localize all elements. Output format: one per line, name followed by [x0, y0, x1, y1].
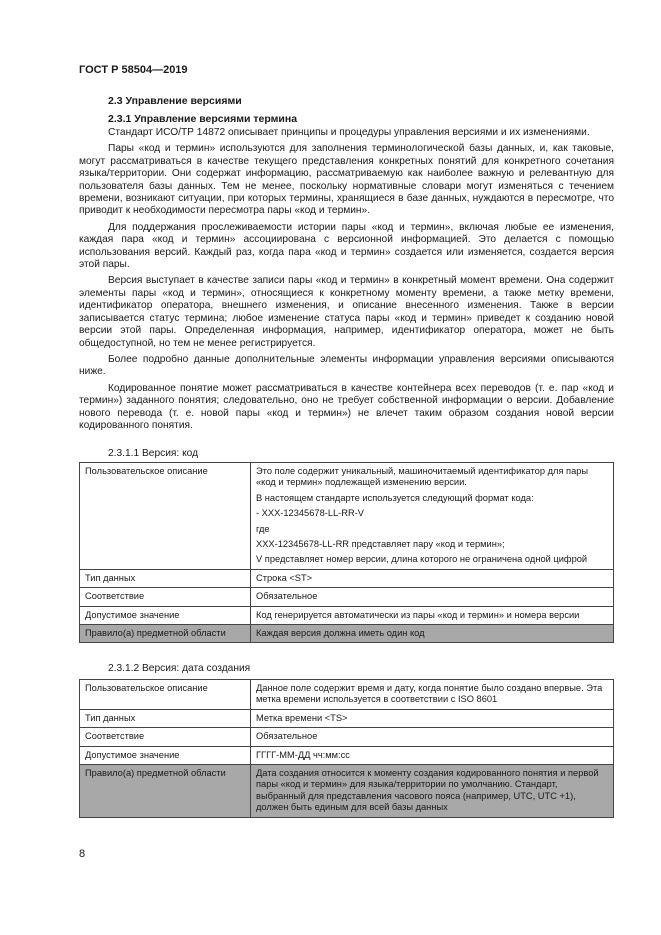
row-value — [251, 463, 614, 570]
cell-line: XXX-12345678-LL-RR представляет пару «код и термин»; — [256, 539, 505, 550]
page-number: 8 — [79, 848, 86, 860]
cell-line: V представляет номер версии, длина которого не ограничена одной цифрой — [256, 554, 588, 565]
row-key: Правило(а) предметной области — [80, 625, 251, 643]
row-value: Обязательное — [251, 728, 614, 746]
section-title: 2.3 Управление версиями — [108, 95, 242, 107]
cell-line: - XXX-12345678-LL-RR-V — [256, 508, 364, 519]
row-value: Каждая версия должна иметь один код — [251, 625, 614, 643]
subsection-title: 2.3.1 Управление версиями термина — [108, 113, 298, 125]
row-value: Дата создания относится к моменту создания кодированного понятия и первой пары «код и термин» для языка/территории по умолчанию. Стандарт, выбранный для представления часового пояса (например, UTC, UTC +1), должен быть единым для всей базы данных — [251, 765, 614, 818]
row-key: Соответствие — [80, 588, 251, 606]
table-row — [80, 569, 614, 587]
row-value: ГГГГ-ММ-ДД чч:мм:сс — [251, 746, 614, 764]
row-value: Строка <ST> — [251, 569, 614, 587]
row-key: Пользовательское описание — [80, 463, 251, 570]
row-key: Допустимое значение — [80, 746, 251, 764]
cell-line: Это поле содержит уникальный, машиночитаемый идентификатор для пары «код и термин» подлежащей изменению версии. — [256, 466, 589, 488]
body-text — [79, 127, 614, 436]
row-value: Данное поле содержит время и дату, когда понятие было создано впервые. Эта метка времени используется в соответствии с ISO 8601 — [251, 680, 614, 710]
row-key: Тип данных — [80, 709, 251, 727]
table-row — [80, 625, 614, 643]
paragraph: Стандарт ИСО/ТР 14872 описывает принципы и процедуры управления версиями и их изменениями. — [108, 127, 590, 138]
table-row — [80, 606, 614, 624]
row-key: Правило(а) предметной области — [80, 765, 251, 818]
paragraph: Для поддержания прослеживаемости истории пары «код и термин», включая любые ее изменения, каждая пара «код и термин» ассоциирована с версионной информацией. Это делается с помощью использования версий. Каждый раз, когда пара «код и термин» создается или изменяется, создается версия этой пары. — [79, 221, 614, 271]
table-row — [80, 463, 614, 570]
table-row — [80, 709, 614, 727]
table-row — [80, 746, 614, 764]
version-code-table — [79, 462, 614, 643]
table-row — [80, 680, 614, 710]
table-row — [80, 765, 614, 818]
paragraph: Пары «код и термин» используются для заполнения терминологической базы данных, и, как таковые, могут рассматриваться в качестве текущего представления конкретных понятий для конкретного сочетания языка/территории. Они содержат информацию, рассматриваемую как наиболее важную и релевантную для пользователя базы данных. Тем не менее, поскольку нормативные словари могут изменяться с течением времени, возникают ситуации, при которых термины, хранящиеся в базе данных, нуждаются в пересмотре, что приводит к необходимости пересмотра пары «код и термин». — [79, 143, 614, 217]
paragraph: Версия выступает в качестве записи пары «код и термин» в конкретный момент времени. Она содержит элементы пары «код и термин», относящиеся к конкретному моменту времени, а также метку времени, идентификатор оператора, внешнего изменения, и описание внесенного изменения. Также в версии записывается статус термина; любое изменение статуса пары «код и термин» приведет к созданию новой версии этой пары. Определенная информация, например, идентификатор оператора, может не быть общедоступной, но тем не менее регистрируется. — [79, 275, 614, 349]
document-header: ГОСТ Р 58504—2019 — [79, 64, 188, 76]
row-value: Обязательное — [251, 588, 614, 606]
row-value: Код генерируется автоматически из пары «код и термин» и номера версии — [251, 606, 614, 624]
table2-caption: 2.3.1.2 Версия: дата создания — [108, 663, 251, 674]
row-value: Метка времени <TS> — [251, 709, 614, 727]
table1-caption: 2.3.1.1 Версия: код — [108, 448, 199, 459]
paragraph: Кодированное понятие может рассматриваться в качестве контейнера всех переводов (т. е. пар «код и термин») заданного понятия; следовательно, оно не требует собственной информации о версии. Добавление нового перевода (т. е. новой пары «код и термин») не влечет таким образом создания новой версии кодированного понятия. — [79, 382, 614, 431]
table-row — [80, 588, 614, 606]
cell-line: где — [256, 523, 270, 534]
cell-line: В настоящем стандарте используется следующий формат кода: — [256, 492, 534, 503]
version-creation-date-table — [79, 679, 614, 818]
row-key: Допустимое значение — [80, 606, 251, 624]
table-row — [80, 728, 614, 746]
row-key: Тип данных — [80, 569, 251, 587]
paragraph: Более подробно данные дополнительные элементы информации управления версиями описываются ниже. — [79, 353, 614, 378]
row-key: Соответствие — [80, 728, 251, 746]
row-key: Пользовательское описание — [80, 680, 251, 710]
